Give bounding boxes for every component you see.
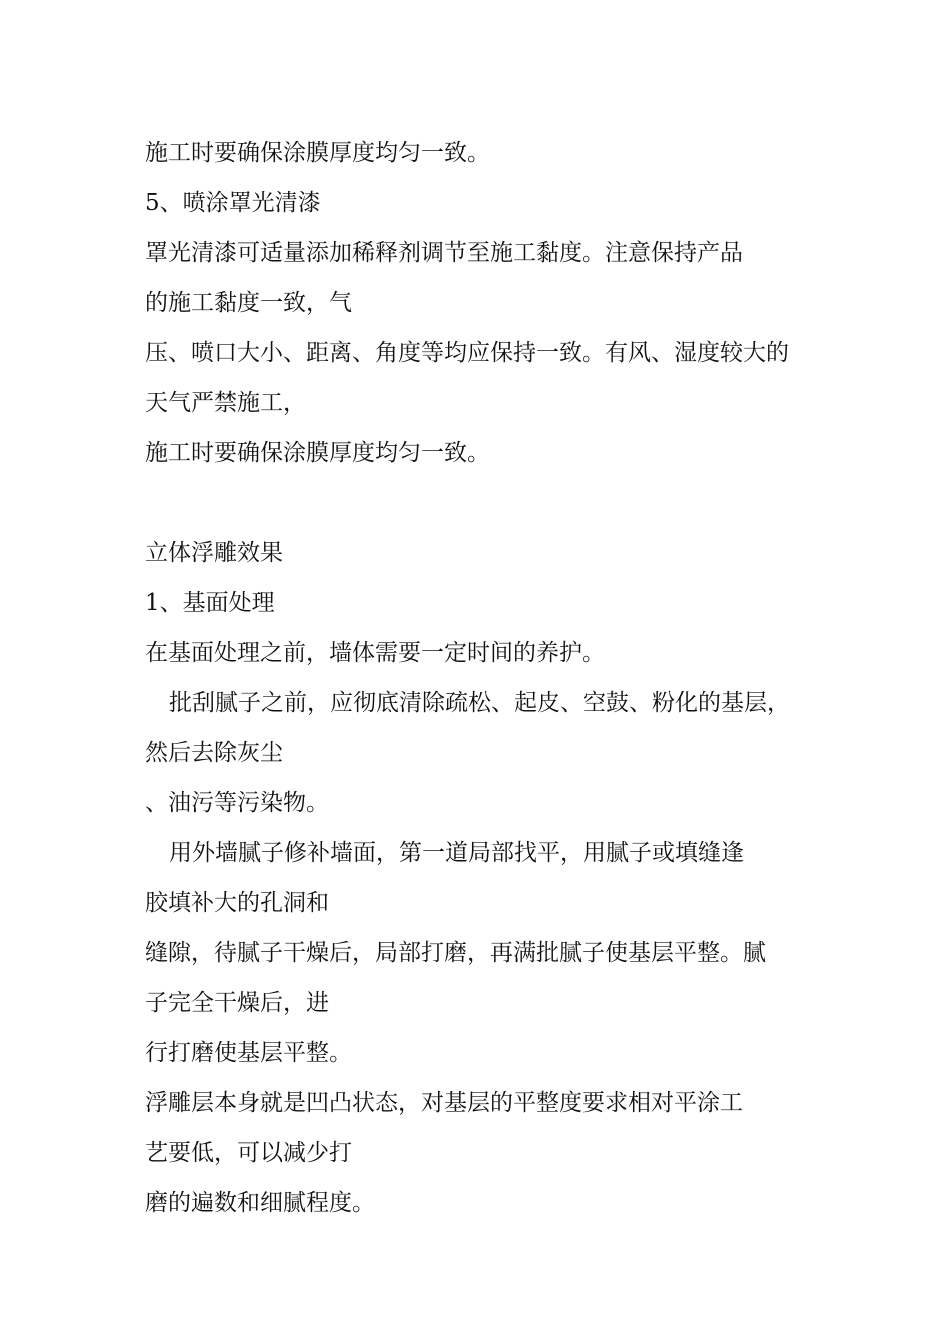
paragraph-line: 、油污等污染物。	[145, 790, 329, 816]
paragraph-line: 磨的遍数和细腻程度。	[145, 1190, 375, 1216]
paragraph-line: 的施工黏度一致，气	[145, 290, 352, 316]
paragraph-line: 施工时要确保涂膜厚度均匀一致。	[145, 440, 490, 466]
section-heading: 1、基面处理	[145, 590, 275, 616]
paragraph-line: 用外墙腻子修补墙面，第一道局部找平，用腻子或填缝逢	[169, 840, 744, 866]
paragraph-line: 罩光清漆可适量添加稀释剂调节至施工黏度。注意保持产品	[145, 240, 743, 266]
paragraph-line: 在基面处理之前，墙体需要一定时间的养护。	[145, 640, 605, 666]
paragraph-line: 艺要低，可以减少打	[145, 1140, 352, 1166]
paragraph-line: 浮雕层本身就是凹凸状态，对基层的平整度要求相对平涂工	[145, 1090, 743, 1116]
paragraph-line: 压、喷口大小、距离、角度等均应保持一致。有风、湿度较大的	[145, 340, 789, 366]
paragraph-line: 施工时要确保涂膜厚度均匀一致。	[145, 140, 490, 166]
section-title: 立体浮雕效果	[145, 540, 283, 566]
paragraph-line: 胶填补大的孔洞和	[145, 890, 329, 916]
paragraph-line: 然后去除灰尘	[145, 740, 283, 766]
paragraph-line: 行打磨使基层平整。	[145, 1040, 352, 1066]
document-body	[145, 128, 815, 1228]
paragraph-line: 批刮腻子之前，应彻底清除疏松、起皮、空鼓、粉化的基层，	[169, 690, 790, 716]
paragraph-line: 天气严禁施工，	[145, 390, 306, 416]
paragraph-line: 缝隙，待腻子干燥后，局部打磨，再满批腻子使基层平整。腻	[145, 940, 766, 966]
paragraph-line: 子完全干燥后，进	[145, 990, 329, 1016]
section-heading: 5、喷涂罩光清漆	[145, 190, 321, 216]
blank-line	[145, 478, 815, 528]
